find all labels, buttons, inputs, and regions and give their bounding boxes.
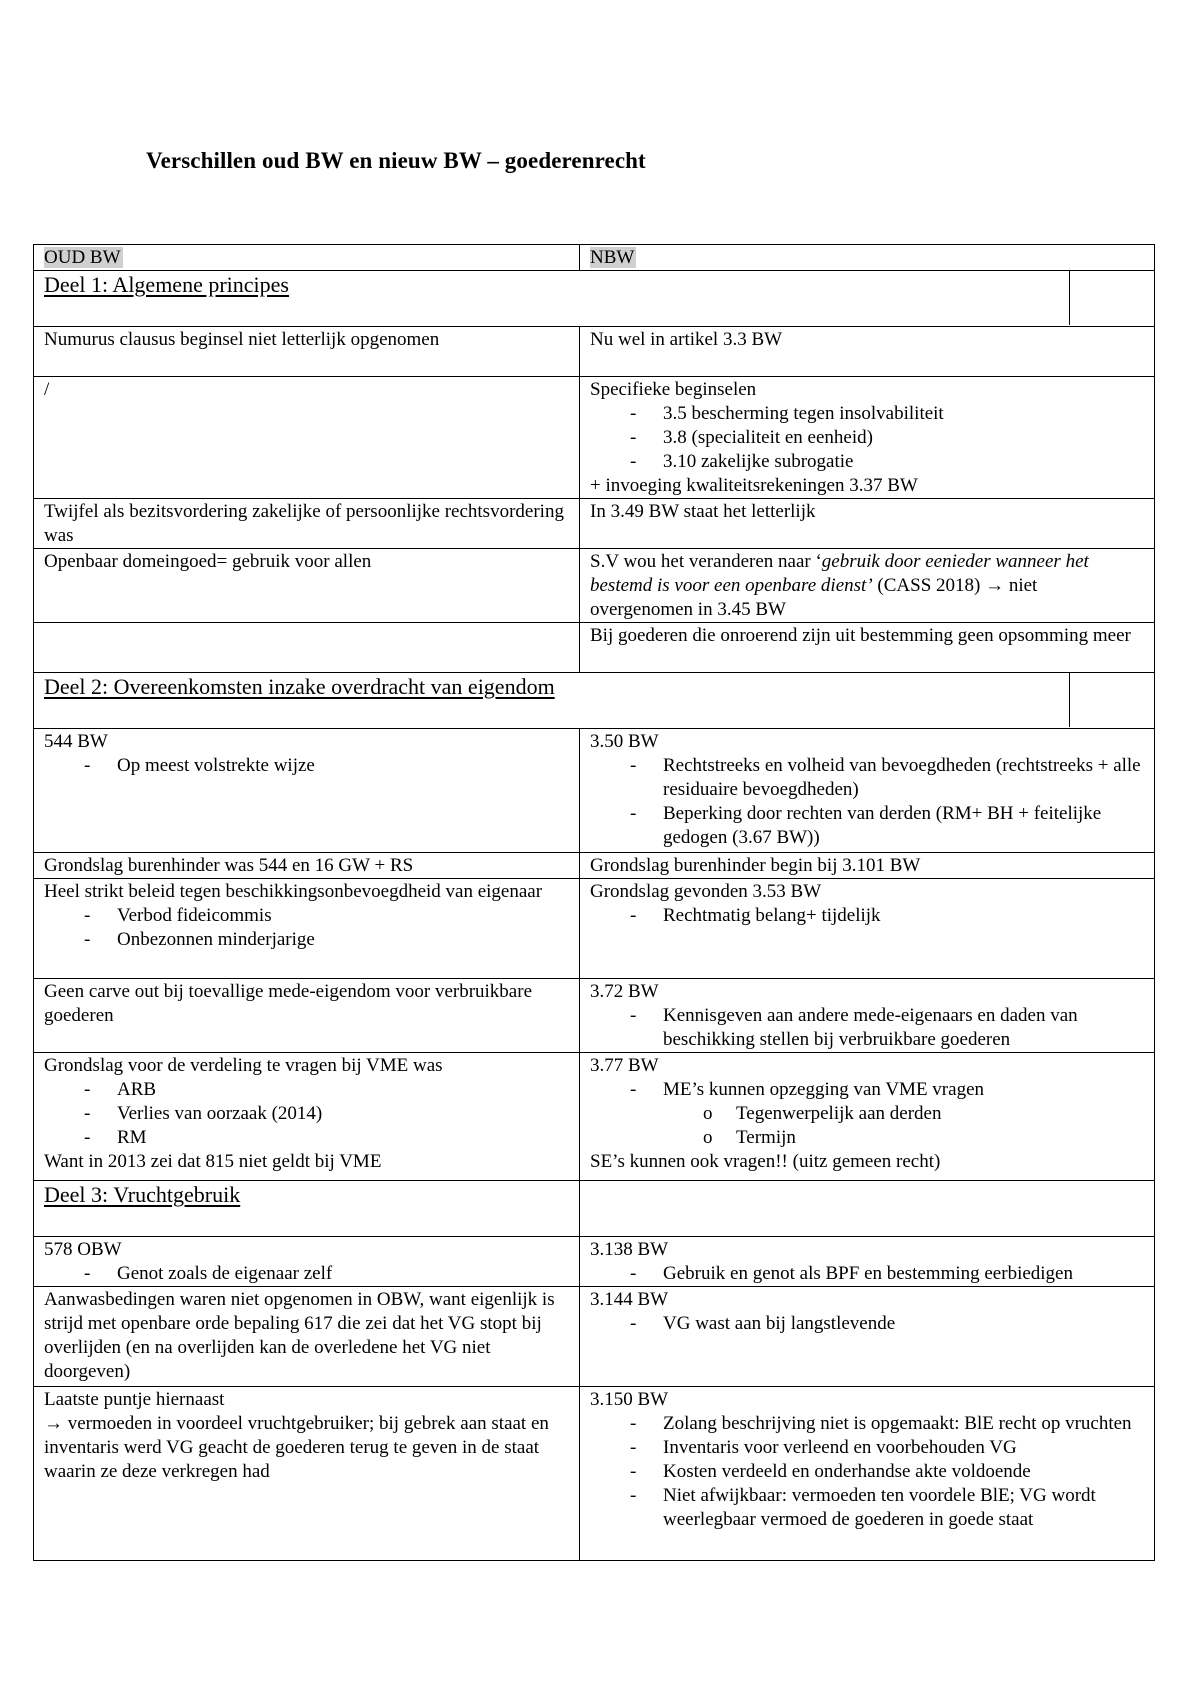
- cell-new: In 3.49 BW staat het letterlijk: [580, 499, 1155, 549]
- cell-heading: Specifieke beginselen: [590, 379, 757, 400]
- text-run: (CASS 2018) → niet overgenomen in 3.45 BW: [590, 575, 1038, 620]
- sub-list-item: o Tegenwerpelijk aan derden: [703, 1102, 1144, 1126]
- list-item: - ARB: [84, 1078, 569, 1102]
- section-cell: [34, 673, 1155, 729]
- list-item: - Op meest volstrekte wijze: [84, 754, 569, 778]
- table-row: [34, 729, 1155, 853]
- table-row: [34, 879, 1155, 979]
- cell-heading: Heel strikt beleid tegen beschikkingsonbevoegdheid van eigenaar: [44, 881, 543, 902]
- cell-new: [580, 979, 1155, 1053]
- cell-heading: 3.77 BW: [590, 1055, 659, 1076]
- cell-old: Grondslag burenhinder was 544 en 16 GW + RS: [34, 853, 580, 879]
- list-item: - RM: [84, 1126, 569, 1150]
- header-right: [580, 245, 1155, 271]
- list-item: - Zolang beschrijving niet is opgemaakt: BlE recht op vruchten: [630, 1412, 1144, 1436]
- cell-old: Numurus clausus beginsel niet letterlijk opgenomen: [34, 327, 580, 377]
- table-row: [34, 499, 1155, 549]
- table-row: [34, 327, 1155, 377]
- header-row: [34, 245, 1155, 271]
- cell-heading: Grondslag voor de verdeling te vragen bij VME was: [44, 1055, 443, 1076]
- cell-old: [34, 879, 580, 979]
- cell-heading: Grondslag gevonden 3.53 BW: [590, 881, 822, 902]
- table-row: [34, 1053, 1155, 1181]
- cell-new: Nu wel in artikel 3.3 BW: [580, 327, 1155, 377]
- list-item: - Genot zoals de eigenaar zelf: [84, 1262, 569, 1286]
- cell-footer: SE’s kunnen ook vragen!! (uitz gemeen recht): [590, 1151, 941, 1172]
- table-row: [34, 853, 1155, 879]
- section-row: [34, 1181, 1155, 1237]
- list-item: [630, 1078, 1144, 1150]
- cell-old: Twijfel als bezitsvordering zakelijke of persoonlijke rechtsvordering was: [34, 499, 580, 549]
- cell-new: [580, 729, 1155, 853]
- section-title: Deel 2: Overeenkomsten inzake overdracht van eigendom: [44, 674, 555, 699]
- page-title: Verschillen oud BW en nieuw BW – goederenrecht: [146, 148, 646, 173]
- table-row: [34, 979, 1155, 1053]
- list-item: - 3.8 (specialiteit en eenheid): [630, 426, 1144, 450]
- cell-heading: 3.144 BW: [590, 1289, 669, 1310]
- section-empty-cell: [580, 1181, 1155, 1237]
- section-row: [34, 673, 1155, 729]
- cell-new: [580, 1287, 1155, 1387]
- bullet-list: [44, 1262, 569, 1286]
- sub-list-item: o Termijn: [703, 1126, 1144, 1150]
- section-title: Deel 1: Algemene principes: [44, 272, 289, 297]
- quote-italic: gebruik door eenieder wanneer het bestemd is voor een openbare dienst’: [590, 551, 1089, 596]
- cell-body: → vermoeden in voordeel vruchtgebruiker; bij gebrek aan staat en inventaris werd VG geacht de goederen terug te geven in de staat waarin ze deze verkregen had: [44, 1413, 549, 1482]
- cell-old: Geen carve out bij toevallige mede-eigendom voor verbruikbare goederen: [34, 979, 580, 1053]
- bullet-list: [590, 402, 1144, 474]
- cell-heading: Laatste puntje hiernaast: [44, 1389, 225, 1410]
- bullet-list: [590, 1312, 1144, 1336]
- list-item: - Kosten verdeeld en onderhandse akte voldoende: [630, 1460, 1144, 1484]
- list-item: - 3.5 bescherming tegen insolvabiliteit: [630, 402, 1144, 426]
- comparison-table: [33, 244, 1155, 1561]
- cell-heading: 3.150 BW: [590, 1389, 669, 1410]
- list-item: - Rechtmatig belang+ tijdelijk: [630, 904, 1144, 928]
- cell-new: [580, 377, 1155, 499]
- cell-footer: Want in 2013 zei dat 815 niet geldt bij VME: [44, 1151, 382, 1172]
- list-item: - Inventaris voor verleend en voorbehouden VG: [630, 1436, 1144, 1460]
- header-right-label: NBW: [590, 247, 635, 268]
- bullet-list: [44, 1078, 569, 1150]
- cell-new: [580, 1237, 1155, 1287]
- header-left: [34, 245, 580, 271]
- cell-new: [580, 1387, 1155, 1561]
- table-row: [34, 1287, 1155, 1387]
- list-item: - Rechtstreeks en volheid van bevoegdheden (rechtstreeks + alle residuaire bevoegdheden): [630, 754, 1144, 802]
- table-row: [34, 1237, 1155, 1287]
- section-empty-box: [1069, 673, 1154, 727]
- cell-new: [580, 1053, 1155, 1181]
- cell-new: [580, 549, 1155, 623]
- header-left-label: OUD BW: [44, 247, 121, 268]
- cell-old: Openbaar domeingoed= gebruik voor allen: [34, 549, 580, 623]
- section-empty-box: [1069, 271, 1154, 325]
- cell-new: Bij goederen die onroerend zijn uit bestemming geen opsomming meer: [580, 623, 1155, 673]
- bullet-list: [590, 1004, 1144, 1052]
- cell-old: /: [34, 377, 580, 499]
- sub-bullet-list: [663, 1102, 1144, 1150]
- bullet-list: [590, 1262, 1144, 1286]
- table-row: [34, 377, 1155, 499]
- cell-heading: 3.138 BW: [590, 1239, 669, 1260]
- list-item: - Verlies van oorzaak (2014): [84, 1102, 569, 1126]
- list-item: - Gebruik en genot als BPF en bestemming eerbiedigen: [630, 1262, 1144, 1286]
- bullet-list: [590, 904, 1144, 928]
- list-item: - Niet afwijkbaar: vermoeden ten voordele BlE; VG wordt weerlegbaar vermoed de goederen in goede staat: [630, 1484, 1144, 1532]
- table-row: [34, 549, 1155, 623]
- cell-old: [34, 1237, 580, 1287]
- bullet-list: [590, 754, 1144, 850]
- bullet-list: [590, 1078, 1144, 1150]
- bullet-list: [44, 754, 569, 778]
- text-run: S.V wou het veranderen naar ‘: [590, 551, 822, 572]
- list-item: - VG wast aan bij langstlevende: [630, 1312, 1144, 1336]
- table-row: [34, 1387, 1155, 1561]
- list-item-text: ME’s kunnen opzegging van VME vragen: [663, 1079, 985, 1100]
- list-item: - Verbod fideicommis: [84, 904, 569, 928]
- section-row: [34, 271, 1155, 327]
- cell-heading: 3.72 BW: [590, 981, 659, 1002]
- cell-heading: 578 OBW: [44, 1239, 122, 1260]
- list-item: - Kennisgeven aan andere mede-eigenaars en daden van beschikking stellen bij verbruikbare goederen: [630, 1004, 1144, 1052]
- cell-old: [34, 729, 580, 853]
- list-item: - Onbezonnen minderjarige: [84, 928, 569, 952]
- section-title: Deel 3: Vruchtgebruik: [44, 1182, 241, 1207]
- cell-heading: 3.50 BW: [590, 731, 659, 752]
- cell-old: [34, 1387, 580, 1561]
- cell-new: Grondslag burenhinder begin bij 3.101 BW: [580, 853, 1155, 879]
- bullet-list: [590, 1412, 1144, 1532]
- list-item: - Beperking door rechten van derden (RM+ BH + feitelijke gedogen (3.67 BW)): [630, 802, 1144, 850]
- bullet-list: [44, 904, 569, 952]
- table-row: [34, 623, 1155, 673]
- cell-new: [580, 879, 1155, 979]
- cell-old: [34, 1053, 580, 1181]
- cell-old: [34, 623, 580, 673]
- section-cell: [34, 271, 1155, 327]
- cell-footer: + invoeging kwaliteitsrekeningen 3.37 BW: [590, 475, 918, 496]
- section-cell: [34, 1181, 580, 1237]
- cell-heading: 544 BW: [44, 731, 108, 752]
- list-item: - 3.10 zakelijke subrogatie: [630, 450, 1144, 474]
- cell-old: Aanwasbedingen waren niet opgenomen in OBW, want eigenlijk is strijd met openbare orde bepaling 617 die zei dat het VG stopt bij overlijden (en na overlijden kan de overledene het VG niet doorgeven): [34, 1287, 580, 1387]
